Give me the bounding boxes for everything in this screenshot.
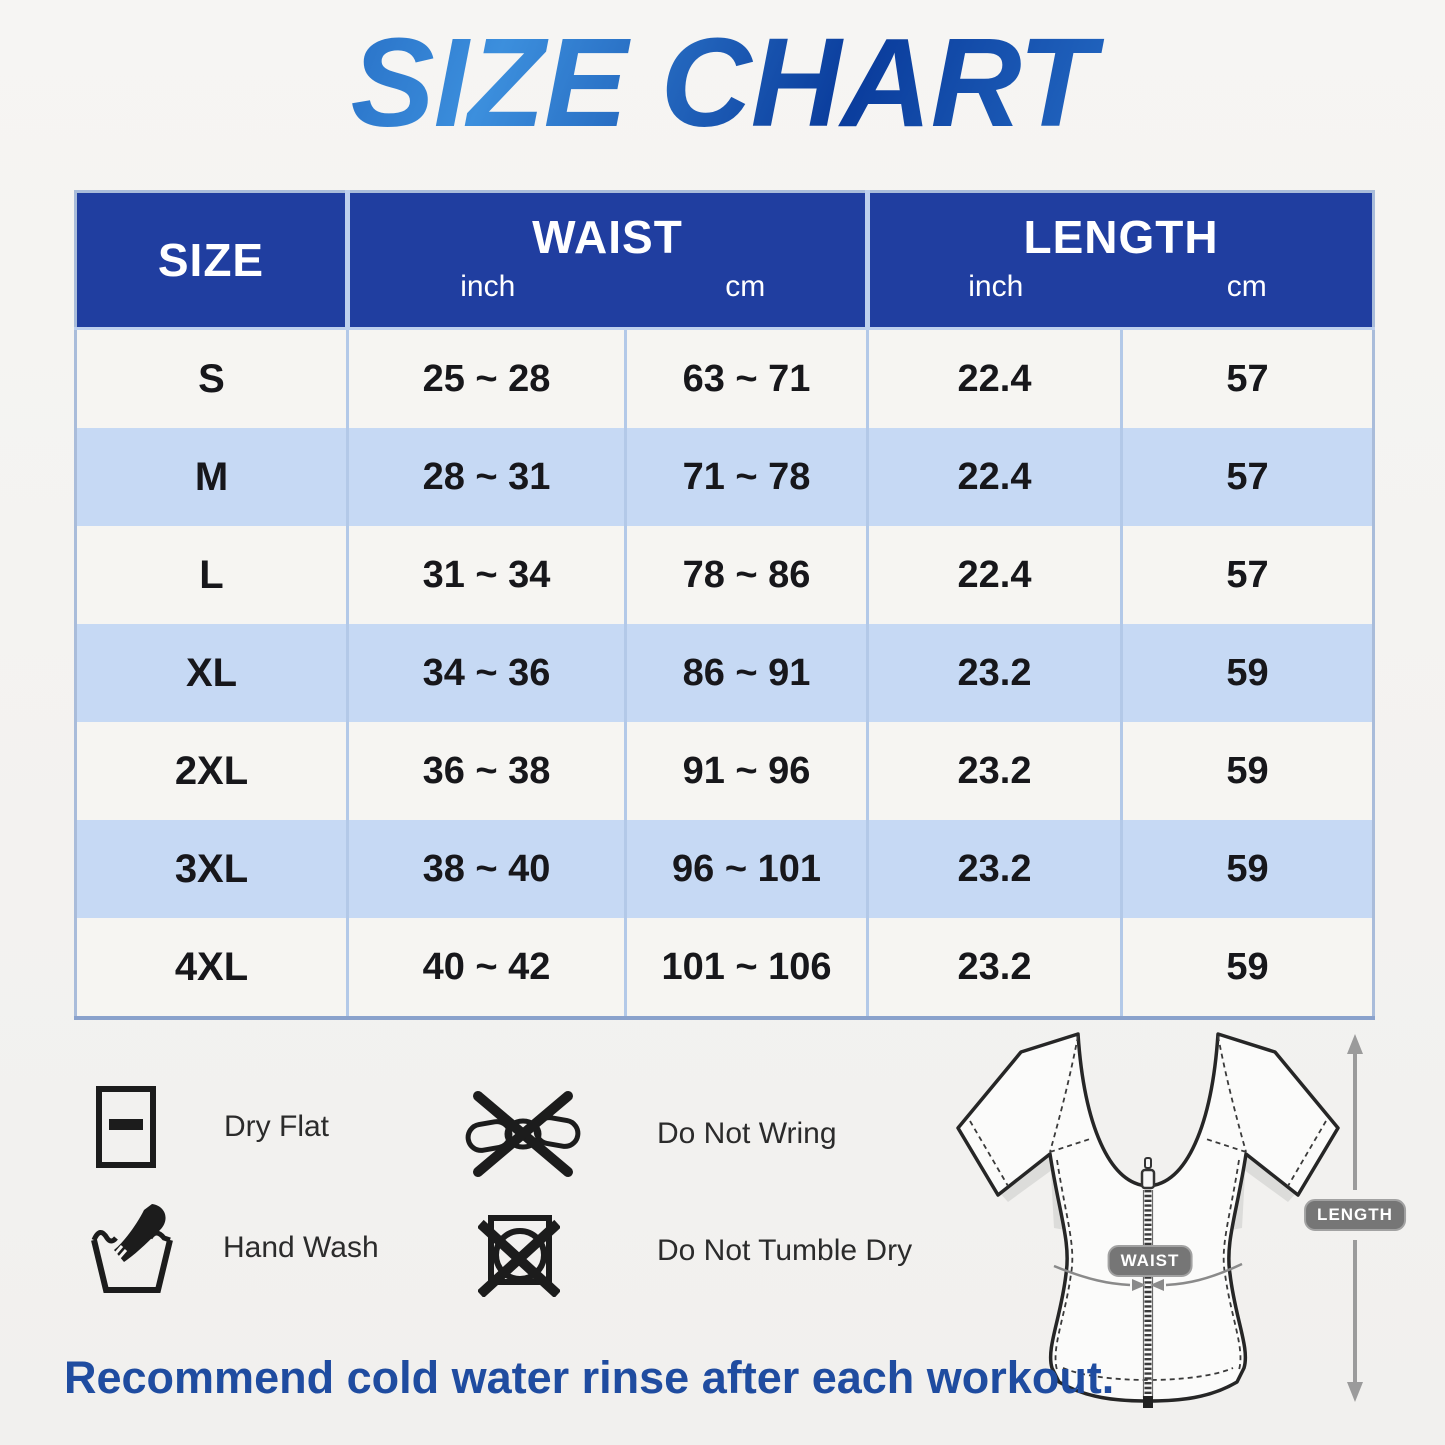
size-cell: 3XL <box>174 846 249 891</box>
care-item <box>478 1205 912 1297</box>
size-cell: XL <box>185 650 238 695</box>
waist-cm-cell: 96 ~ 101 <box>626 820 868 918</box>
length-cm-cell: 59 <box>1122 918 1374 1018</box>
care-note: Recommend cold water rinse after each workout. <box>64 1352 1115 1403</box>
length-cm-cell: 57 <box>1122 526 1374 624</box>
size-table <box>74 190 1375 1020</box>
waist-cm-cell: 91 ~ 96 <box>626 722 868 820</box>
waist-cm-unit-label: cm <box>626 266 868 329</box>
length-inch-unit-label: inch <box>868 266 1122 329</box>
waist-inch-cell: 36 ~ 38 <box>348 722 626 820</box>
waist-cm-cell: 86 ~ 91 <box>626 624 868 722</box>
length-inch-cell: 22.4 <box>868 428 1122 526</box>
length-cm-cell: 59 <box>1122 820 1374 918</box>
size-cell: S <box>76 329 348 429</box>
length-column-header: LENGTH <box>868 192 1374 267</box>
care-label: Do Not Tumble Dry <box>657 1234 913 1267</box>
dry-flat-icon <box>96 1086 156 1168</box>
care-label: Do Not Wring <box>657 1117 837 1150</box>
length-inch-cell: 23.2 <box>868 918 1122 1018</box>
waist-cm-cell: 101 ~ 106 <box>626 918 868 1018</box>
length-inch-cell: 23.2 <box>868 722 1122 820</box>
table-row <box>76 526 1374 624</box>
length-inch-cell: 22.4 <box>868 526 1122 624</box>
size-column-header: SIZE <box>76 192 348 329</box>
size-cell: 2XL <box>174 748 249 793</box>
care-item <box>86 1198 379 1298</box>
waist-inch-cell: 34 ~ 36 <box>348 624 626 722</box>
waist-measure-badge: WAIST <box>1108 1245 1193 1277</box>
length-cm-cell: 57 <box>1122 329 1374 429</box>
waist-inch-unit-label: inch <box>348 266 626 329</box>
care-label: Dry Flat <box>224 1110 329 1143</box>
waist-inch-cell: 25 ~ 28 <box>348 329 626 429</box>
waist-inch-cell: 31 ~ 34 <box>348 526 626 624</box>
page-title: SIZE CHART <box>0 10 1445 155</box>
waist-cm-cell: 63 ~ 71 <box>626 329 868 429</box>
care-item <box>96 1086 329 1168</box>
table-row <box>76 624 1374 722</box>
waist-inch-cell: 38 ~ 40 <box>348 820 626 918</box>
waist-cm-cell: 71 ~ 78 <box>626 428 868 526</box>
table-row <box>76 329 1374 429</box>
length-inch-cell: 23.2 <box>868 820 1122 918</box>
table-row <box>76 820 1374 918</box>
length-cm-cell: 59 <box>1122 624 1374 722</box>
length-inch-cell: 22.4 <box>868 329 1122 429</box>
table-row <box>76 428 1374 526</box>
waist-cm-cell: 78 ~ 86 <box>626 526 868 624</box>
waist-inch-cell: 28 ~ 31 <box>348 428 626 526</box>
table-row <box>76 722 1374 820</box>
waist-inch-cell: 40 ~ 42 <box>348 918 626 1018</box>
size-cell: L <box>199 552 224 597</box>
hand-wash-icon <box>86 1198 178 1298</box>
size-cell: 4XL <box>174 944 249 989</box>
do-not-tumble-dry-icon <box>478 1205 560 1297</box>
care-label: Hand Wash <box>223 1231 379 1264</box>
length-cm-cell: 59 <box>1122 722 1374 820</box>
length-cm-unit-label: cm <box>1122 266 1374 329</box>
length-measure-badge: LENGTH <box>1304 1199 1406 1231</box>
care-item <box>462 1088 837 1180</box>
waist-column-header: WAIST <box>348 192 868 267</box>
size-table-header <box>76 192 1374 329</box>
table-row <box>76 918 1374 1018</box>
size-cell: M <box>194 454 229 499</box>
length-inch-cell: 23.2 <box>868 624 1122 722</box>
do-not-wring-icon <box>462 1088 584 1180</box>
length-cm-cell: 57 <box>1122 428 1374 526</box>
